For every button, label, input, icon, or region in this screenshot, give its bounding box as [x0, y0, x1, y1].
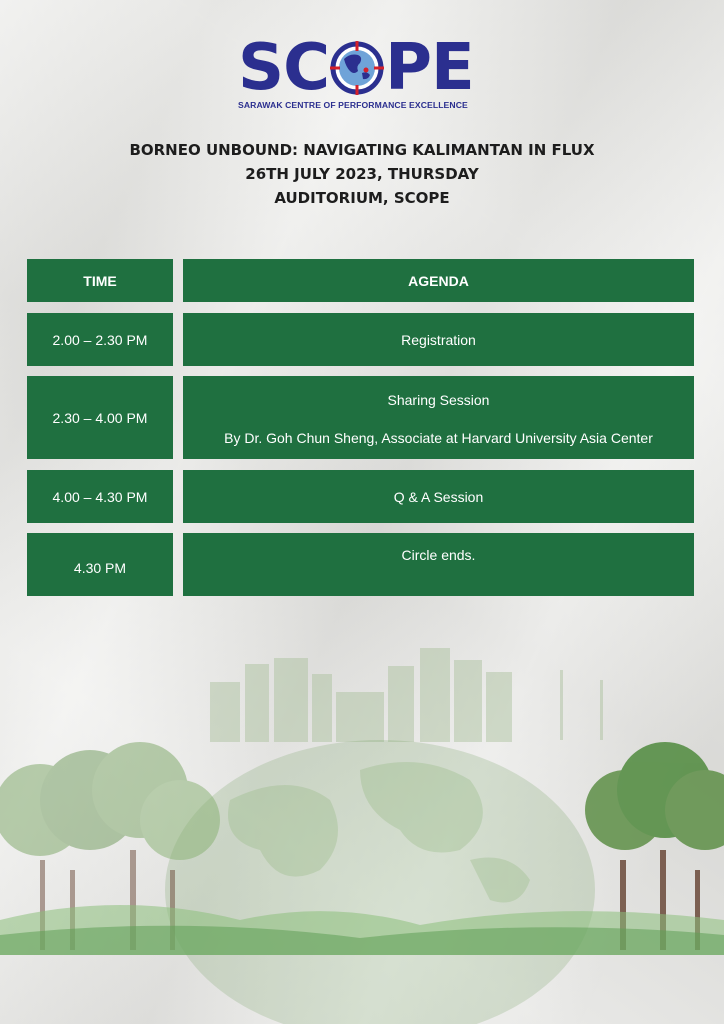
- logo-word-left: SC: [238, 31, 330, 105]
- agenda-column-header: AGENDA: [183, 259, 694, 302]
- row-1-time: 2.00 – 2.30 PM: [27, 313, 173, 366]
- globe-target-icon: [330, 41, 384, 95]
- row-3-agenda: Q & A Session: [183, 470, 694, 523]
- row-3-time: 4.00 – 4.30 PM: [27, 470, 173, 523]
- row-4-time-text: 4.30 PM: [73, 559, 127, 576]
- scope-logo: [236, 31, 474, 116]
- row-4-agenda: [183, 533, 694, 596]
- row-4-time: [27, 533, 173, 596]
- time-column-header: TIME: [27, 259, 173, 302]
- event-title: BORNEO UNBOUND: NAVIGATING KALIMANTAN IN FLUX: [129, 141, 595, 159]
- row-2-time: 2.30 – 4.00 PM: [27, 376, 173, 459]
- logo-tagline: SARAWAK CENTRE OF PERFORMANCE EXCELLENCE: [238, 100, 468, 110]
- eco-city-trees-icon: [0, 600, 724, 1024]
- row-2-agenda-detail: By Dr. Goh Chun Sheng, Associate at Harvard University Asia Center: [224, 429, 653, 446]
- logo-word-right: PE: [385, 31, 474, 105]
- event-header: [0, 138, 724, 210]
- row-2-agenda: [183, 376, 694, 459]
- event-date: 26TH JULY 2023, THURSDAY: [245, 165, 479, 183]
- event-venue: AUDITORIUM, SCOPE: [274, 189, 450, 207]
- row-4-agenda-text: Circle ends.: [401, 547, 476, 563]
- logo-wordmark: [238, 32, 474, 104]
- row-2-agenda-title: Sharing Session: [387, 391, 490, 408]
- row-1-agenda: Registration: [183, 313, 694, 366]
